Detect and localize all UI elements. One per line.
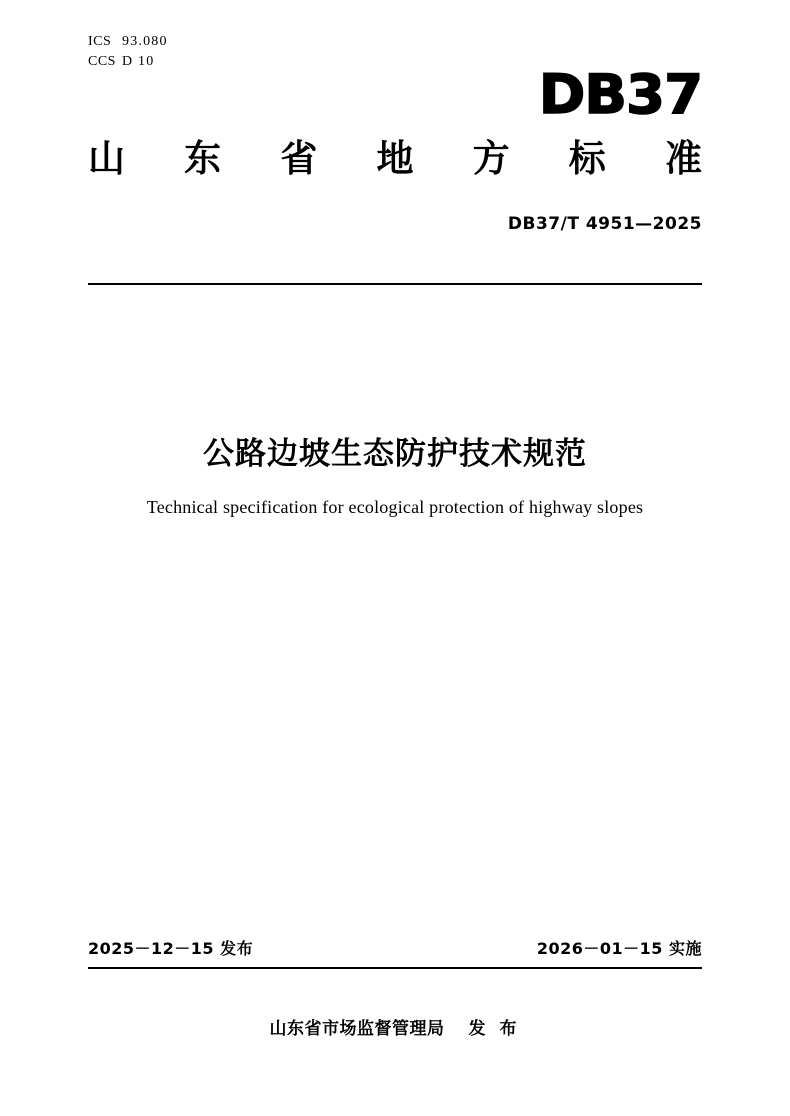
issue-date: 2025－12－15 发布: [88, 939, 254, 958]
document-title-english: Technical specification for ecological protection of highway slopes: [146, 497, 644, 517]
standard-series-heading: [88, 137, 702, 180]
issuing-authority: 山东省市场监督管理局: [269, 1019, 445, 1039]
series-char-6: 标: [568, 137, 606, 180]
issue-word: 发 布: [468, 1019, 521, 1039]
ics-value: 93.080: [122, 34, 168, 49]
series-char-1: 山: [88, 137, 125, 180]
document-title-chinese: 公路边坡生态防护技术规范: [203, 436, 587, 472]
db37-logo: DB37: [538, 63, 702, 126]
header-divider: [88, 283, 702, 285]
footer-divider: [88, 967, 702, 969]
implementation-date: 2026－01－15 实施: [536, 939, 702, 958]
standard-number: DB37/T 4951—2025: [507, 214, 702, 234]
series-char-2: 东: [184, 137, 222, 180]
ccs-code-line: [88, 52, 168, 72]
series-char-4: 地: [376, 137, 414, 180]
date-row: [88, 936, 702, 959]
classification-codes: [88, 32, 168, 73]
ics-code-line: [88, 32, 168, 52]
ics-label: ICS: [88, 34, 112, 49]
series-char-5: 方: [472, 137, 510, 180]
ccs-value: D 10: [122, 54, 155, 70]
series-char-7: 准: [664, 137, 702, 180]
issuing-authority-row: [0, 1014, 790, 1039]
ccs-label: CCS: [88, 54, 116, 70]
series-char-3: 省: [280, 137, 318, 180]
